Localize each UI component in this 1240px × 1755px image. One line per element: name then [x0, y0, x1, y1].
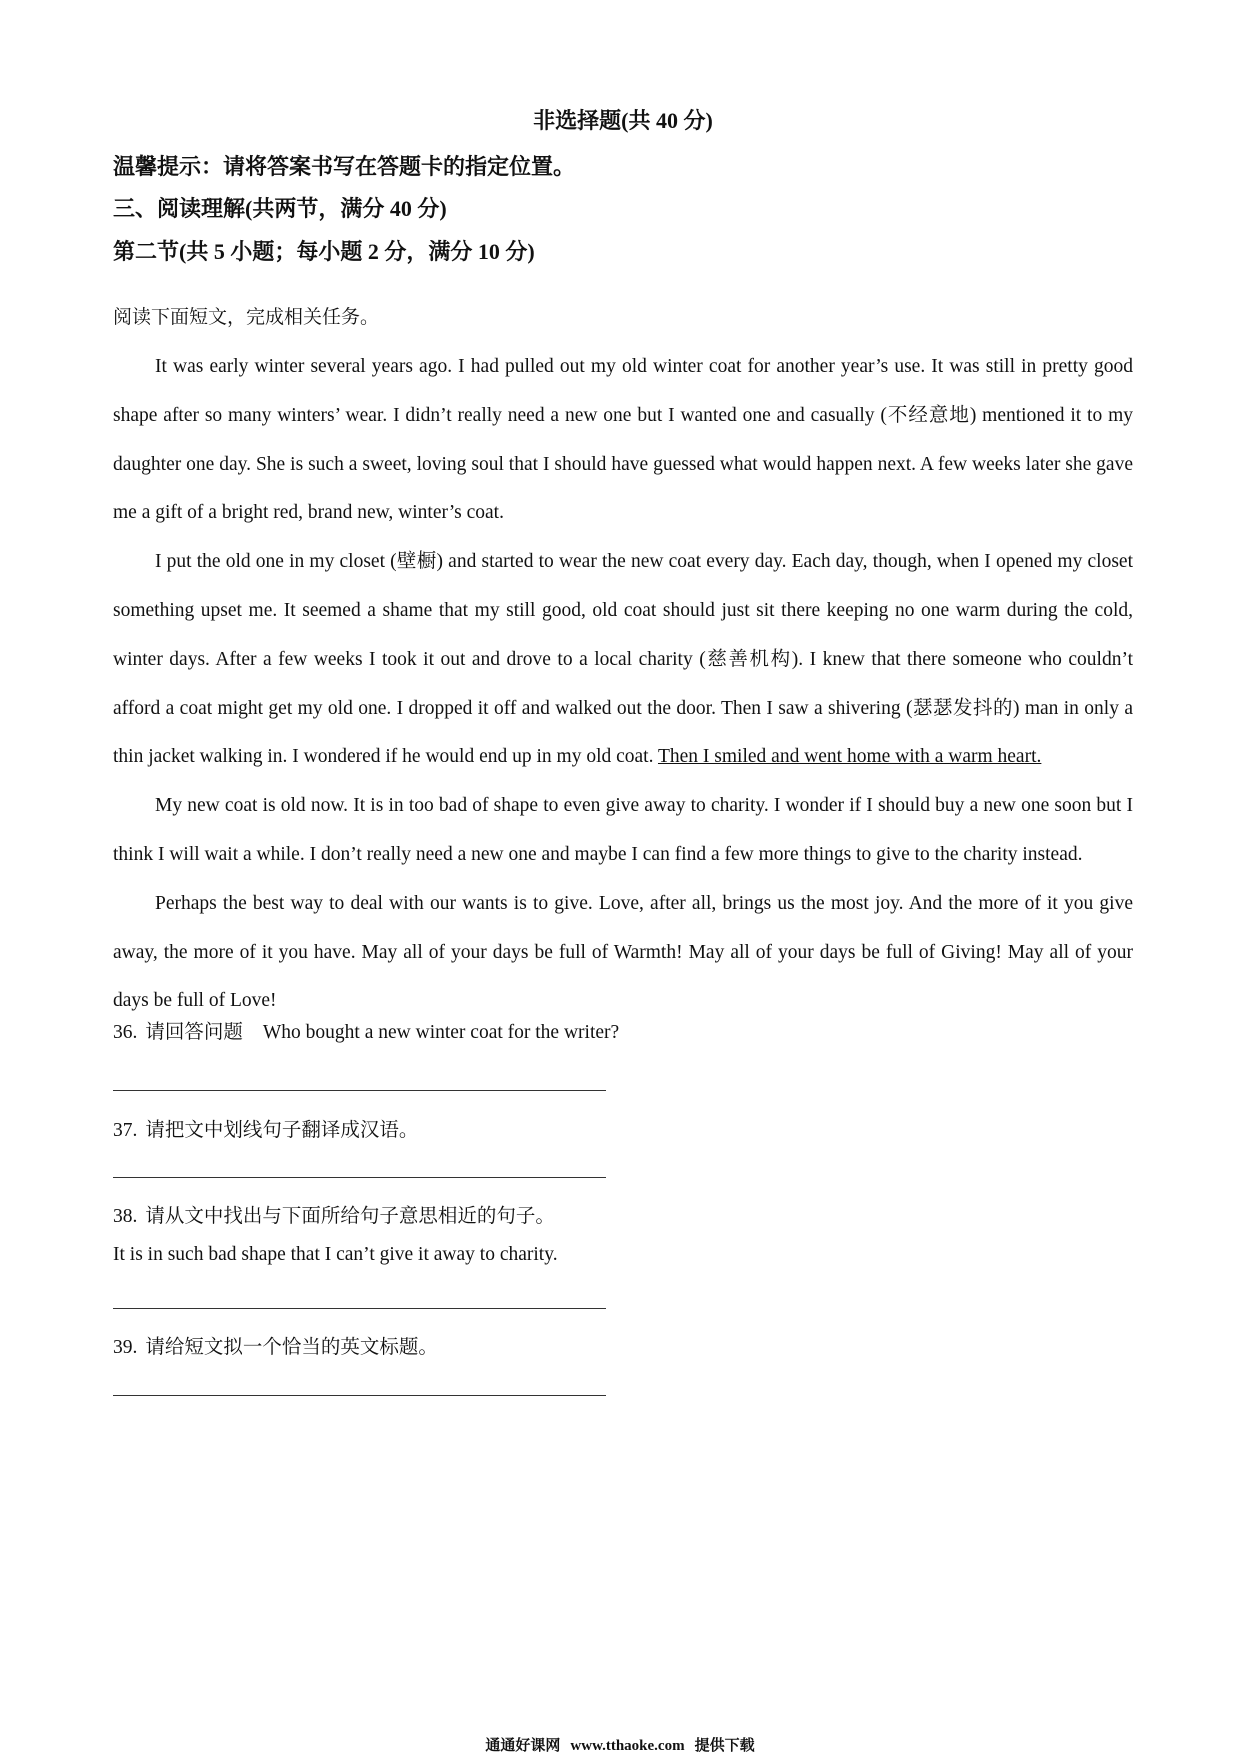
- passage-paragraph-2: [113, 538, 1133, 782]
- answer-line-37[interactable]: [113, 1177, 606, 1178]
- passage-paragraph-2-text: I put the old one in my closet (壁橱) and started to wear the new coat every day. Each day, though, when I opened my closet something upset me. It seemed a shame that my still good, old coat should just sit there keeping no one warm during the cold, winter days. After a few weeks I took it out and drove to a local charity (慈善机构). I knew that there someone who couldn’t afford a coat might get my old one. I dropped it off and walked out the door. Then I saw a shivering (瑟瑟发抖的) man in only a thin jacket walking in. I wondered if he would end up in my old coat.: [113, 551, 1133, 768]
- question-37: [113, 1114, 418, 1142]
- footer-site-link[interactable]: www.tthaoke.com: [570, 1738, 685, 1754]
- section-heading: 三、阅读理解(共两节，满分 40 分): [113, 196, 447, 221]
- reading-passage: [113, 343, 1133, 1026]
- page-title: 非选择题(共 40 分): [533, 108, 713, 133]
- tip-heading: 温馨提示：请将答案书写在答题卡的指定位置。: [113, 154, 576, 179]
- answer-line-39[interactable]: [113, 1395, 606, 1396]
- question-38-number: 38.: [113, 1206, 138, 1227]
- part-heading: 第二节(共 5 小题；每小题 2 分，满分 10 分): [113, 239, 535, 264]
- passage-paragraph-1: It was early winter several years ago. I had pulled out my old winter coat for another year’s use. It was still in pretty good shape after so many winters’ wear. I didn’t really need a new one but I wanted one and casually (不经意地) mentioned it to my daughter one day. She is such a sweet, loving soul that I should have guessed what would happen next. A few weeks later she gave me a gift of a bright red, brand new, winter’s coat.: [113, 356, 1133, 524]
- question-38-given-sentence: It is in such bad shape that I can’t give it away to charity.: [113, 1244, 558, 1265]
- question-38: [113, 1200, 555, 1228]
- page-footer: [0, 1734, 1240, 1755]
- answer-line-36[interactable]: [113, 1090, 606, 1091]
- question-36: [113, 1016, 619, 1044]
- question-37-prompt: 请把文中划线句子翻译成汉语。: [145, 1120, 419, 1141]
- footer-brand: 通通好课网: [485, 1738, 561, 1754]
- question-39-prompt: 请给短文拟一个恰当的英文标题。: [145, 1337, 438, 1358]
- question-36-english: Who bought a new winter coat for the writer?: [262, 1022, 620, 1043]
- question-39-number: 39.: [113, 1337, 138, 1358]
- question-36-number: 36.: [113, 1022, 138, 1043]
- reading-instruction: 阅读下面短文，完成相关任务。: [113, 307, 380, 328]
- underlined-sentence: Then I smiled and went home with a warm heart.: [657, 746, 1042, 768]
- footer-note: 提供下载: [694, 1738, 755, 1754]
- question-37-number: 37.: [113, 1120, 138, 1141]
- question-39: [113, 1331, 438, 1359]
- passage-paragraph-4: Perhaps the best way to deal with our wants is to give. Love, after all, brings us the most joy. And the more of it you give away, the more of it you have. May all of your days be full of Warmth! May all of your days be full of Giving! May all of your days be full of Love!: [113, 892, 1133, 1012]
- question-38-prompt: 请从文中找出与下面所给句子意思相近的句子。: [145, 1206, 555, 1227]
- answer-line-38[interactable]: [113, 1308, 606, 1309]
- passage-paragraph-3: My new coat is old now. It is in too bad of shape to even give away to charity. I wonder if I should buy a new one soon but I think I will wait a while. I don’t really need a new one and maybe I can find a few more things to give to the charity instead.: [113, 795, 1133, 865]
- question-36-prompt: 请回答问题: [145, 1022, 243, 1043]
